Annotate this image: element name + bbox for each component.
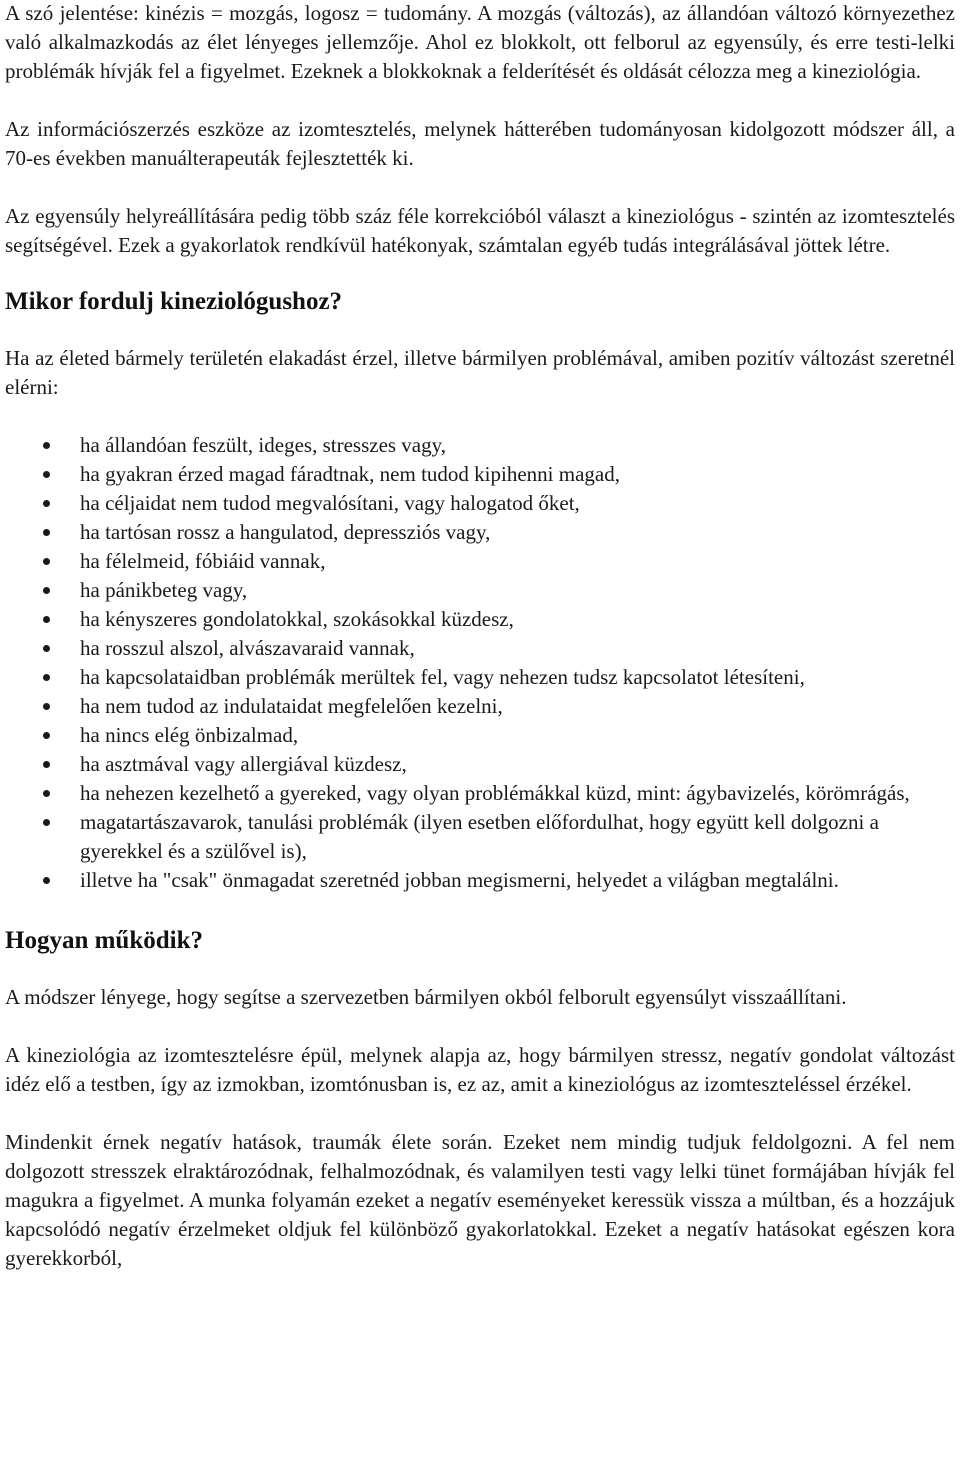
bullet-icon	[43, 500, 50, 507]
list-item	[5, 663, 955, 692]
bullet-icon	[43, 645, 50, 652]
list-item-text: ha rosszul alszol, alvászavaraid vannak,	[80, 636, 415, 660]
bullet-icon	[43, 587, 50, 594]
list-item	[5, 721, 955, 750]
list-item	[5, 866, 955, 895]
bullet-icon	[43, 761, 50, 768]
bullet-icon	[43, 471, 50, 478]
list-item	[5, 605, 955, 634]
list-item	[5, 808, 955, 866]
list-item	[5, 576, 955, 605]
intro-paragraph-3: Az egyensúly helyreállítására pedig több száz féle korrekcióból választ a kineziológus - szintén az izomtesztelés segítségével. Ezek a gyakorlatok rendkívül hatékonyak, számtalan egyéb tudás integrálásával jöttek létre.	[5, 204, 955, 257]
how-paragraph-2: A kineziológia az izomtesztelésre épül, melynek alapja az, hogy bármilyen stressz, negatív gondolat változást idéz elő a testben, így az izmokban, izomtónusban is, ez az, amit a kineziológus az izomteszteléssel érzékel.	[5, 1043, 955, 1096]
list-item-text: ha gyakran érzed magad fáradtnak, nem tudod kipihenni magad,	[80, 462, 620, 486]
list-item	[5, 547, 955, 576]
intro-paragraph-2: Az információszerzés eszköze az izomtesztelés, melynek hátterében tudományosan kidolgozott módszer áll, a 70-es években manuálterapeuták fejlesztették ki.	[5, 117, 955, 170]
bullet-icon	[43, 674, 50, 681]
bullet-icon	[43, 558, 50, 565]
list-item-text: ha asztmával vagy allergiával küzdesz,	[80, 752, 407, 776]
list-item-text: ha kényszeres gondolatokkal, szokásokkal küzdesz,	[80, 607, 514, 631]
bullet-icon	[43, 529, 50, 536]
list-item	[5, 750, 955, 779]
list-item	[5, 779, 955, 808]
how-paragraph-1: A módszer lényege, hogy segítse a szervezetben bármilyen okból felborult egyensúlyt visszaállítani.	[5, 985, 847, 1009]
list-item-text: ha céljaidat nem tudod megvalósítani, vagy halogatod őket,	[80, 491, 580, 515]
list-item-text: ha tartósan rossz a hangulatod, depressziós vagy,	[80, 520, 491, 544]
list-item	[5, 692, 955, 721]
indications-list	[5, 431, 955, 895]
how-paragraph-3: Mindenkit érnek negatív hatások, traumák élete során. Ezeket nem mindig tudjuk feldolgozni. A fel nem dolgozott stresszek elraktározódnak, felhalmozódnak, és valamilyen testi vagy lelki tünet formájában hívják fel magukra a figyelmet. A munka folyamán ezeket a negatív eseményeket keressük vissza a múltban, és a hozzájuk kapcsolódó negatív érzelmeket oldjuk fel különböző gyakorlatokkal. Ezeket a negatív hatásokat egészen kora gyerekkorból,	[5, 1130, 955, 1270]
list-item	[5, 518, 955, 547]
list-item	[5, 460, 955, 489]
list-item-text: ha nem tudod az indulataidat megfelelően kezelni,	[80, 694, 503, 718]
list-item-text: ha félelmeid, fóbiáid vannak,	[80, 549, 326, 573]
bullet-icon	[43, 616, 50, 623]
list-item-text: ha kapcsolataidban problémák merültek fel, vagy nehezen tudsz kapcsolatot létesíteni,	[80, 665, 805, 689]
list-item-text: ha állandóan feszült, ideges, stresszes vagy,	[80, 433, 447, 457]
list-item-text: magatartászavarok, tanulási problémák (ilyen esetben előfordulhat, hogy együtt kell dolgozni a gyerekkel és a szülővel is),	[80, 810, 879, 863]
document-page	[5, 0, 955, 1273]
heading-when: Mikor fordulj kineziológushoz?	[5, 288, 343, 315]
bullet-icon	[43, 819, 50, 826]
list-item-text: illetve ha "csak" önmagadat szeretnéd jobban megismerni, helyedet a világban megtalálni.	[80, 868, 839, 892]
list-item-text: ha nincs elég önbizalmad,	[80, 723, 299, 747]
bullet-icon	[43, 790, 50, 797]
bullet-icon	[43, 703, 50, 710]
list-item	[5, 489, 955, 518]
intro-paragraph-1: A szó jelentése: kinézis = mozgás, logosz = tudomány. A mozgás (változás), az állandóan változó környezethez való alkalmazkodás az élet lényeges jellemzője. Ahol ez blokkolt, ott felborul az egyensúly, és erre testi-lelki problémák hívják fel a figyelmet. Ezeknek a blokkoknak a felderítését és oldását célozza meg a kineziológia.	[5, 1, 955, 83]
list-item-text: ha pánikbeteg vagy,	[80, 578, 248, 602]
when-lead-paragraph: Ha az életed bármely területén elakadást érzel, illetve bármilyen problémával, amiben pozitív változást szeretnél elérni:	[5, 346, 955, 399]
bullet-icon	[43, 732, 50, 739]
list-item	[5, 634, 955, 663]
bullet-icon	[43, 877, 50, 884]
list-item-text: ha nehezen kezelhető a gyereked, vagy olyan problémákkal küzd, mint: ágybavizelés, körömrágás,	[80, 781, 910, 805]
bullet-icon	[43, 442, 50, 449]
heading-how: Hogyan működik?	[5, 927, 203, 954]
list-item	[5, 431, 955, 460]
